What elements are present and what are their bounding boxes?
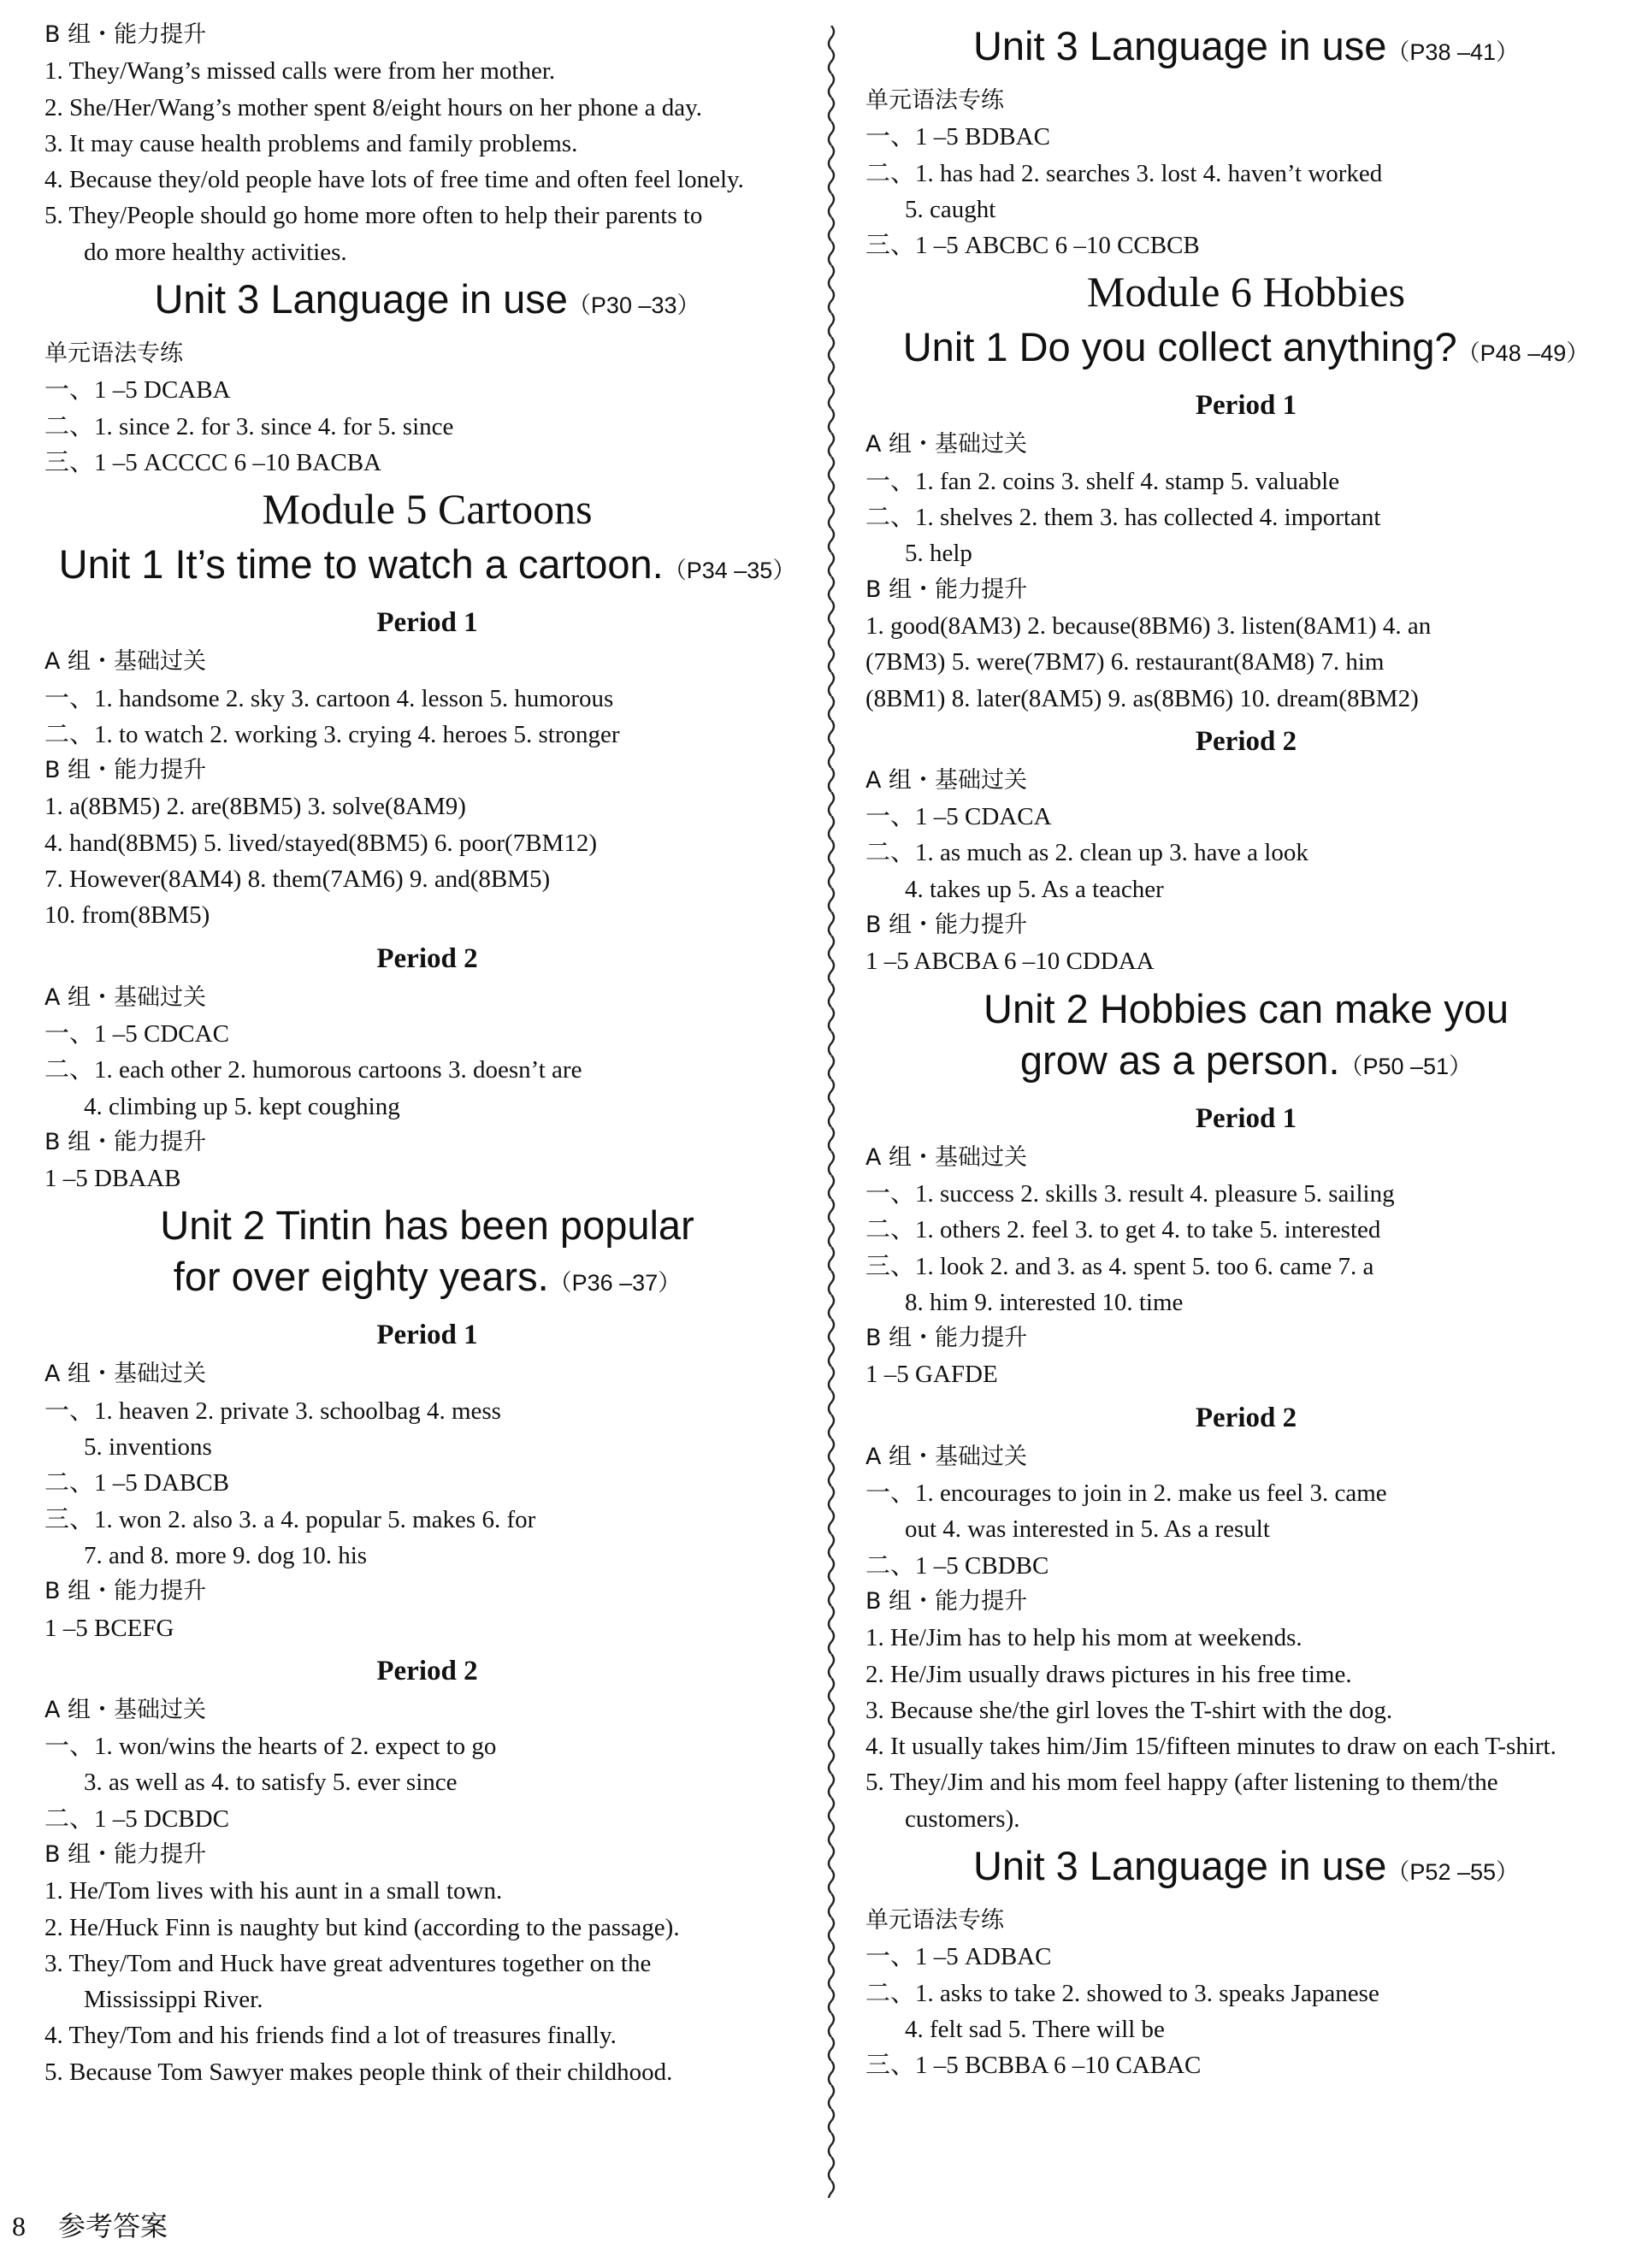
group-label: A 组・基础过关 (865, 1443, 1028, 1470)
group-label: B 组・能力提升 (865, 912, 1028, 939)
footer-label: 参考答案 (58, 2210, 168, 2242)
answer-line-continued: out 4. was interested in 5. As a result (905, 1515, 1270, 1544)
answer-line: 二、1. since 2. for 3. since 4. for 5. since (44, 412, 454, 440)
answer-line: 二、1 –5 DCBDC (44, 1804, 229, 1833)
answer-line: 一、1 –5 ADBAC (865, 1943, 1052, 1971)
unit-page-range: （P38 –41） (1386, 39, 1520, 65)
group-label: B 组・能力提升 (865, 1325, 1028, 1352)
answer-line-continued: 5. caught (905, 195, 996, 223)
answer-line: 1. He/Tom lives with his aunt in a small town. (44, 1877, 503, 1905)
group-label: B 组・能力提升 (865, 576, 1028, 603)
period-heading: Period 2 (1195, 1402, 1297, 1433)
unit-page-range: （P34 –35） (663, 558, 796, 584)
group-label: B 组・能力提升 (44, 757, 207, 784)
unit-heading (865, 1840, 1627, 1898)
answer-line: 二、1. others 2. feel 3. to get 4. to take 5. interested (865, 1216, 1381, 1244)
answer-line: 7. However(8AM4) 8. them(7AM6) 9. and(8BM5) (44, 865, 551, 894)
answer-line-continued: 4. climbing up 5. kept coughing (84, 1092, 400, 1120)
group-label: A 组・基础过关 (44, 648, 207, 676)
group-label: 单元语法专练 (865, 87, 1004, 114)
unit-title: Unit 3 Language in use (972, 23, 1387, 68)
answer-line: 二、1. as much as 2. clean up 3. have a look (865, 839, 1308, 867)
period-heading: Period 2 (1195, 725, 1297, 757)
answer-line: 1 –5 ABCBA 6 –10 CDDAA (865, 948, 1155, 976)
group-label: B 组・能力提升 (865, 1587, 1028, 1615)
answer-line: 一、1 –5 BDBAC (865, 123, 1050, 151)
wavy-column-divider (823, 26, 840, 2198)
answer-line: 一、1. won/wins the hearts of 2. expect to go (44, 1733, 497, 1761)
right-column (865, 17, 1627, 2083)
answer-line: 1 –5 DBAAB (44, 1165, 181, 1193)
answer-line: 2. She/Her/Wang’s mother spent 8/eight hours on her phone a day. (44, 93, 702, 121)
answer-line: 三、1 –5 ABCBC 6 –10 CCBCB (865, 232, 1200, 260)
answer-line: 3. Because she/the girl loves the T-shirt with the dog. (865, 1696, 1393, 1724)
answer-line: 三、1. look 2. and 3. as 4. spent 5. too 6. came 7. a (865, 1252, 1374, 1280)
answer-line-continued: 5. inventions (84, 1433, 212, 1462)
group-label: B 组・能力提升 (44, 1128, 207, 1155)
answer-line-continued: 5. help (905, 540, 972, 568)
unit-title: for over eighty years. (173, 1254, 549, 1300)
group-label: B 组・能力提升 (44, 1840, 207, 1868)
group-label: 单元语法专练 (44, 340, 183, 368)
unit-heading (865, 21, 1627, 78)
answer-line: 1. good(8AM3) 2. because(8BM6) 3. listen(8AM1) 4. an (865, 611, 1432, 640)
unit-title: grow as a person. (1019, 1037, 1340, 1083)
answer-line: 一、1. fan 2. coins 3. shelf 4. stamp 5. valuable (865, 467, 1340, 495)
answer-line: 三、1 –5 BCBBA 6 –10 CABAC (865, 2052, 1202, 2080)
unit-title: Unit 3 Language in use (154, 276, 568, 322)
period-heading: Period 2 (376, 1655, 478, 1686)
module-heading: Module 5 Cartoons (262, 485, 593, 534)
answer-line: 一、1. handsome 2. sky 3. cartoon 4. lesson 5. humorous (44, 684, 614, 712)
group-label: A 组・基础过关 (44, 1361, 207, 1388)
answer-line: 三、1. won 2. also 3. a 4. popular 5. makes 6. for (44, 1505, 536, 1533)
answer-line-continued: 3. as well as 4. to satisfy 5. ever since (84, 1769, 458, 1797)
period-heading: Period 1 (1195, 390, 1297, 422)
unit-page-range: （P50 –51） (1339, 1053, 1473, 1079)
answer-line-continued: 4. felt sad 5. There will be (905, 2015, 1165, 2043)
group-label: A 组・基础过关 (865, 1143, 1028, 1171)
answer-line: 3. It may cause health problems and family problems. (44, 129, 578, 157)
answer-line: 二、1 –5 CBDBC (865, 1551, 1049, 1580)
unit-title: Unit 2 Hobbies can make you (983, 985, 1509, 1031)
answer-line: 1 –5 BCEFG (44, 1614, 174, 1642)
group-label: A 组・基础过关 (865, 431, 1028, 458)
answer-line: (8BM1) 8. later(8AM5) 9. as(8BM6) 10. dream(8BM2) (865, 684, 1419, 712)
answer-line: 5. They/Jim and his mom feel happy (after listening to them/the (865, 1769, 1498, 1797)
answer-line: 二、1. asks to take 2. showed to 3. speaks Japanese (865, 1979, 1379, 2007)
answer-line: 4. Because they/old people have lots of free time and often feel lonely. (44, 166, 744, 194)
answer-line: 2. He/Jim usually draws pictures in his free time. (865, 1660, 1352, 1688)
answer-line: 1 –5 GAFDE (865, 1361, 998, 1389)
answer-line: 二、1 –5 DABCB (44, 1469, 229, 1497)
page-footer (12, 2205, 168, 2244)
answer-line: 4. It usually takes him/Jim 15/fifteen minutes to draw on each T-shirt. (865, 1733, 1556, 1761)
group-label: A 组・基础过关 (44, 1696, 207, 1723)
unit-page-range: （P36 –37） (548, 1270, 682, 1296)
period-heading: Period 1 (376, 607, 478, 639)
period-heading: Period 1 (1195, 1102, 1297, 1134)
answer-line: 一、1 –5 CDACA (865, 803, 1052, 831)
unit-page-range: （P30 –33） (567, 292, 700, 319)
answer-line: 二、1. each other 2. humorous cartoons 3. doesn’t are (44, 1056, 582, 1084)
answer-line: 1. He/Jim has to help his mom at weekends. (865, 1624, 1302, 1652)
answer-line-continued: 8. him 9. interested 10. time (905, 1288, 1184, 1316)
unit-page-range: （P52 –55） (1386, 1858, 1520, 1885)
answer-line: 二、1. has had 2. searches 3. lost 4. haven’t worked (865, 159, 1383, 187)
module-heading: Module 6 Hobbies (1086, 268, 1406, 316)
unit-page-range: （P48 –49） (1456, 340, 1590, 367)
answer-line: 一、1. encourages to join in 2. make us feel 3. came (865, 1480, 1387, 1508)
answer-line-continued: 7. and 8. more 9. dog 10. his (84, 1541, 368, 1569)
answer-line-continued: do more healthy activities. (84, 238, 347, 266)
answer-line: (7BM3) 5. were(7BM7) 6. restaurant(8AM8) 7. him (865, 648, 1385, 676)
unit-title: Unit 3 Language in use (972, 1842, 1387, 1888)
answer-line: 一、1 –5 DCABA (44, 376, 231, 405)
answer-line: 二、1. shelves 2. them 3. has collected 4. important (865, 504, 1381, 532)
answer-line: 一、1 –5 CDCAC (44, 1019, 229, 1048)
unit-heading (44, 274, 810, 331)
group-label: B 组・能力提升 (44, 1578, 207, 1605)
answer-line-continued: Mississippi River. (84, 1986, 263, 2014)
unit-title: Unit 2 Tintin has been popular (160, 1202, 694, 1249)
unit-heading (865, 322, 1627, 379)
unit-title: Unit 1 It’s time to watch a cartoon. (58, 541, 664, 588)
answer-line: 5. Because Tom Sawyer makes people think of their childhood. (44, 2058, 673, 2086)
answer-line: 4. They/Tom and his friends find a lot of treasures finally. (44, 2022, 617, 2050)
group-label: B 组・能力提升 (44, 21, 207, 48)
answer-line: 1. They/Wang’s missed calls were from her mother. (44, 57, 556, 86)
answer-line: 5. They/People should go home more often to help their parents to (44, 202, 703, 230)
left-column (44, 17, 810, 2090)
answer-line: 一、1. success 2. skills 3. result 4. pleasure 5. sailing (865, 1179, 1395, 1208)
unit-heading (44, 539, 810, 596)
answer-line: 2. He/Huck Finn is naughty but kind (according to the passage). (44, 1913, 680, 1941)
group-label: A 组・基础过关 (44, 983, 207, 1011)
answer-line: 二、1. to watch 2. working 3. crying 4. heroes 5. stronger (44, 720, 620, 748)
answer-line: 三、1 –5 ACCCC 6 –10 BACBA (44, 448, 381, 476)
unit-heading (865, 983, 1627, 1035)
unit-heading-continued (44, 1251, 810, 1308)
unit-title: Unit 1 Do you collect anything? (902, 324, 1457, 370)
answer-line-continued: 4. takes up 5. As a teacher (905, 875, 1164, 903)
unit-heading (44, 1200, 810, 1251)
answer-line: 3. They/Tom and Huck have great adventures together on the (44, 1949, 652, 1977)
period-heading: Period 1 (376, 1320, 478, 1351)
group-label: 单元语法专练 (865, 1906, 1004, 1934)
period-heading: Period 2 (376, 942, 478, 974)
page-number: 8 (12, 2211, 26, 2241)
answer-line: 4. hand(8BM5) 5. lived/stayed(8BM5) 6. poor(7BM12) (44, 829, 597, 857)
group-label: A 组・基础过关 (865, 766, 1028, 794)
unit-heading-continued (865, 1035, 1627, 1092)
answer-line: 一、1. heaven 2. private 3. schoolbag 4. mess (44, 1397, 501, 1425)
answer-line: 1. a(8BM5) 2. are(8BM5) 3. solve(8AM9) (44, 793, 466, 821)
answer-line-continued: customers). (905, 1804, 1020, 1833)
answer-line: 10. from(8BM5) (44, 901, 210, 930)
